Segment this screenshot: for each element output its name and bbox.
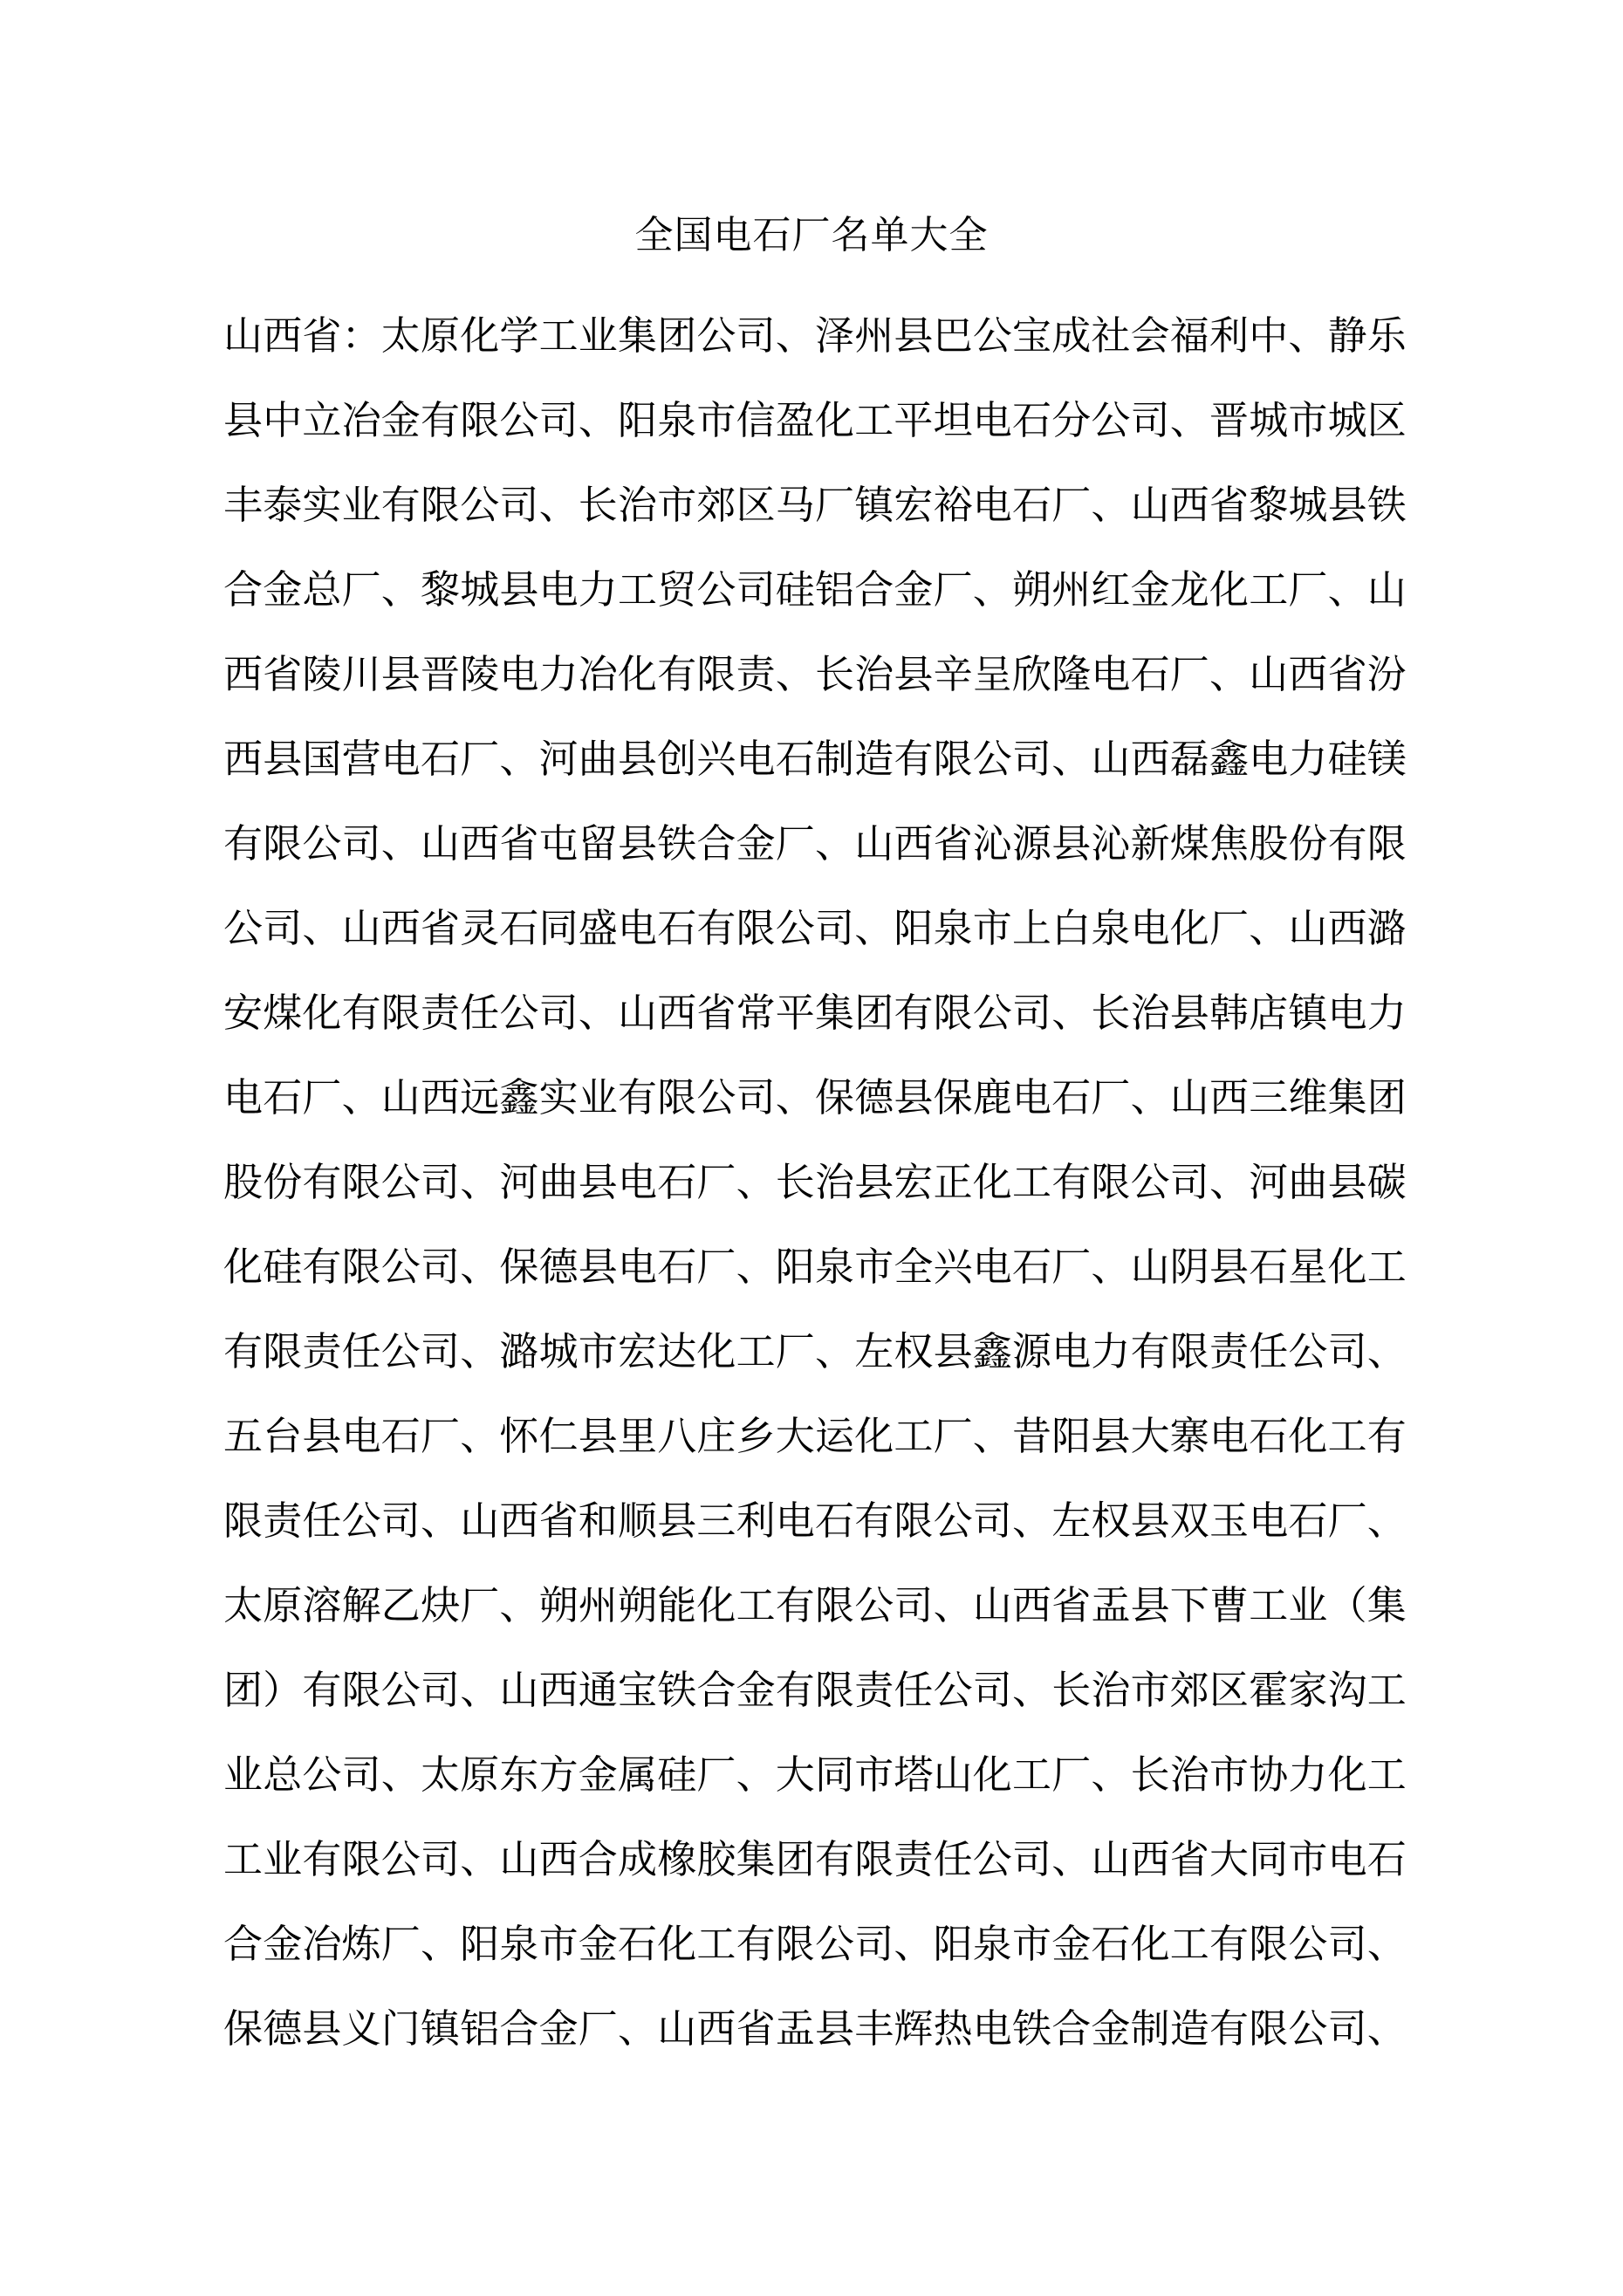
paragraph-line: 保德县义门镇铝合金厂、山西省盂县丰辉热电铁合金制造有限公司、 — [223, 2007, 1407, 2051]
paragraph-line: 有限责任公司、潞城市宏达化工厂、左权县鑫源电力有限责任公司、 — [223, 1330, 1407, 1374]
paragraph-line: 五台县电石厂、怀仁县里八庄乡大运化工厂、昔阳县大寨电石化工有 — [223, 1415, 1407, 1458]
paragraph-line: 限责任公司、山西省和顺县三利电石有限公司、左权县双玉电石厂、 — [223, 1499, 1407, 1543]
paragraph-line: 电石厂、山西远鑫实业有限公司、保德县保鹿电石厂、山西三维集团 — [223, 1076, 1407, 1120]
paragraph-line: 山西省：太原化学工业集团公司、泽州县巴公宝成社会福利中、静乐 — [223, 314, 1407, 358]
document-body — [223, 294, 1410, 2072]
paragraph-line: 太原溶解乙炔厂、朔州朔能化工有限公司、山西省盂县下曹工业（集 — [223, 1584, 1407, 1628]
paragraph-line: 团）有限公司、山西通宝铁合金有限责任公司、长治市郊区霍家沟工 — [223, 1669, 1407, 1712]
paragraph-line: 西省陵川县晋陵电力冶化有限责、长治县辛呈欣隆电石厂、山西省汾 — [223, 653, 1407, 696]
paragraph-line: 公司、山西省灵石同盛电石有限公司、阳泉市上白泉电化厂、山西潞 — [223, 907, 1407, 950]
paragraph-line: 股份有限公司、河曲县电石厂、长治县宏正化工有限公司、河曲县碳 — [223, 1161, 1407, 1204]
paragraph-line: 工业有限公司、山西合成橡胶集团有限责任公司、山西省大同市电石 — [223, 1838, 1407, 1881]
paragraph-line: 合金总厂、黎城县电力工贸公司硅铝合金厂、朔州红金龙化工厂、山 — [223, 568, 1407, 612]
paragraph-line: 丰泰实业有限公司、长治市郊区马厂镇宏裕电石厂、山西省黎城县铁 — [223, 483, 1407, 527]
paragraph-line: 县中立冶金有限公司、阳泉市信盈化工平坦电石分公司、晋城市城区 — [223, 399, 1407, 442]
paragraph-line: 西县国营电石厂、河曲县创兴电石制造有限公司、山西磊鑫电力硅镁 — [223, 737, 1407, 781]
document-title: 全国电石厂名单大全 — [634, 214, 989, 257]
paragraph-line: 有限公司、山西省屯留县铁合金厂、山西省沁源县沁新煤焦股份有限 — [223, 822, 1407, 866]
paragraph-line: 化硅有限公司、保德县电石厂、阳泉市全兴电石厂、山阴县石星化工 — [223, 1245, 1407, 1289]
paragraph-line: 安煤化有限责任公司、山西省常平集团有限公司、长治县韩店镇电力 — [223, 991, 1407, 1035]
paragraph-line: 业总公司、太原东方金属硅厂、大同市塔山化工厂、长治市协力化工 — [223, 1753, 1407, 1797]
paragraph-line: 合金冶炼厂、阳泉市金石化工有限公司、阳泉市金石化工有限公司、 — [223, 1922, 1407, 1966]
